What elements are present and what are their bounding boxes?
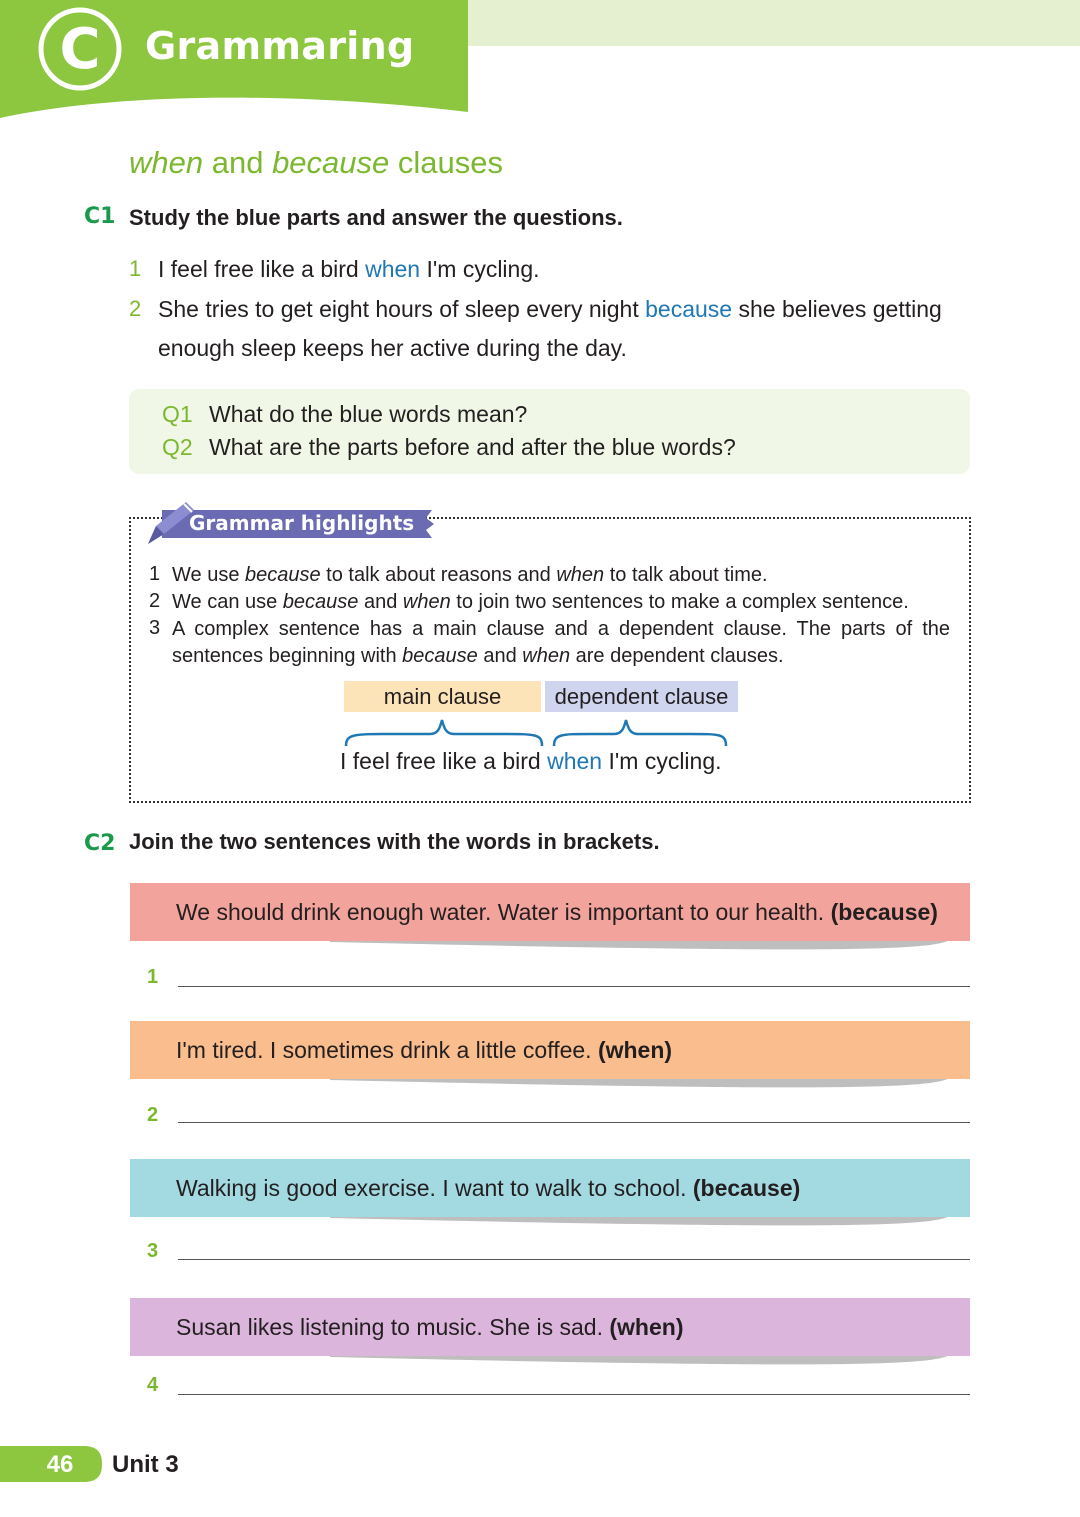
example-2-before: She tries to get eight hours of sleep every night <box>158 296 646 322</box>
prompt-1-sentences: We should drink enough water. Water is important to our health. <box>176 899 831 925</box>
prompt-2-shadow <box>330 1078 950 1092</box>
prompt-2-word: (when) <box>597 1037 673 1063</box>
clause-example-after: I'm cycling. <box>602 748 722 774</box>
unit-label: Unit 3 <box>112 1451 179 1478</box>
clause-example-blue-word: when <box>547 748 603 774</box>
dependent-clause-brace <box>554 720 726 746</box>
example-1-blue-word: when <box>365 256 421 282</box>
answer-2-number: 2 <box>147 1104 159 1126</box>
highlight-3-part-b: and <box>477 645 523 667</box>
highlight-2-number: 2 <box>149 590 161 612</box>
task-c1-instruction: Study the blue parts and answer the questions. <box>129 205 623 230</box>
task-c2-instruction: Join the two sentences with the words in brackets. <box>129 829 660 854</box>
prompt-4-shadow <box>330 1355 950 1369</box>
prompt-2-sentences: I'm tired. I sometimes drink a little coffee. <box>176 1037 598 1063</box>
example-2-after: she believes getting <box>732 296 942 322</box>
clause-example-sentence <box>340 748 722 775</box>
example-1-number: 1 <box>129 256 142 281</box>
highlight-3-word-because: because <box>402 645 478 667</box>
prompt-4-word: (when) <box>609 1314 684 1340</box>
question-2-label: Q2 <box>162 434 193 460</box>
section-letter-badge: C <box>59 17 101 82</box>
highlight-1-word-when: when <box>556 564 605 586</box>
example-2-line2: enough sleep keeps her active during the day. <box>158 335 627 361</box>
prompt-3-word: (because) <box>692 1175 801 1201</box>
prompt-2-band <box>130 1021 970 1079</box>
prompt-2-text <box>176 1021 672 1079</box>
question-1-label: Q1 <box>162 401 193 427</box>
prompt-3-sentences: Walking is good exercise. I want to walk to school. <box>176 1175 693 1201</box>
section-heading: Grammaring <box>145 24 415 68</box>
highlight-3-text <box>172 616 950 670</box>
question-2-text: What are the parts before and after the blue words? <box>209 434 736 460</box>
question-1-text: What do the blue words mean? <box>209 401 528 427</box>
highlight-1-part-a: We use <box>172 564 245 586</box>
clause-example-before: I feel free like a bird <box>340 748 548 774</box>
clause-braces <box>340 716 740 750</box>
lesson-title-word-because: because <box>272 145 390 180</box>
lesson-title <box>129 145 503 181</box>
lesson-title-rest: clauses <box>389 145 504 180</box>
answer-1-number: 1 <box>147 966 159 988</box>
grammar-highlights-title: Grammar highlights <box>189 511 415 535</box>
main-clause-brace <box>346 720 542 746</box>
example-1-before: I feel free like a bird <box>158 256 366 282</box>
answer-3-number: 3 <box>147 1240 159 1262</box>
prompt-4-band <box>130 1298 970 1356</box>
highlight-2-word-because: because <box>282 591 359 613</box>
example-1-sentence <box>158 250 540 289</box>
example-2-number: 2 <box>129 296 142 321</box>
page-number: 46 <box>46 1451 74 1478</box>
example-2-sentence <box>158 290 942 329</box>
answer-2-line[interactable] <box>178 1122 970 1123</box>
highlight-2-part-c: to join two sentences to make a complex sentence. <box>450 591 909 613</box>
highlight-3-word-when: when <box>522 645 571 667</box>
highlight-1-word-because: because <box>245 564 321 586</box>
answer-4-line[interactable] <box>178 1394 970 1395</box>
prompt-1-word: (because) <box>830 899 938 925</box>
lesson-title-word-when: when <box>129 145 204 180</box>
prompt-3-band <box>130 1159 970 1217</box>
answer-4-number: 4 <box>147 1374 159 1396</box>
highlight-3-number: 3 <box>149 617 161 639</box>
highlight-2-part-b: and <box>358 591 403 613</box>
highlight-2-word-when: when <box>402 591 451 613</box>
example-2-blue-word: because <box>645 296 733 322</box>
lesson-title-and: and <box>203 145 273 180</box>
prompt-4-text <box>176 1298 683 1356</box>
highlight-1-part-b: to talk about reasons and <box>320 564 557 586</box>
dependent-clause-label: dependent clause <box>545 681 738 712</box>
prompt-1-shadow <box>330 940 950 954</box>
prompt-3-shadow <box>330 1216 950 1230</box>
prompt-1-band <box>130 883 970 941</box>
answer-3-line[interactable] <box>178 1259 970 1260</box>
highlight-1-number: 1 <box>149 563 161 585</box>
highlight-1-part-c: to talk about time. <box>604 564 768 586</box>
highlight-1-text <box>172 562 952 589</box>
answer-1-line[interactable] <box>178 986 970 987</box>
prompt-1-text <box>176 883 938 941</box>
task-c2-number: C2 <box>84 831 116 856</box>
task-c1-number: C1 <box>84 204 116 229</box>
highlight-2-text <box>172 589 952 616</box>
prompt-3-text <box>176 1159 800 1217</box>
highlight-3-part-a: A complex sentence has a main clause and a dependent clause. The parts of the sentences beginning with <box>172 618 950 667</box>
example-1-after: I'm cycling. <box>420 256 540 282</box>
highlight-3-part-c: are dependent clauses. <box>570 645 784 667</box>
prompt-4-sentences: Susan likes listening to music. She is sad. <box>176 1314 610 1340</box>
highlight-2-part-a: We can use <box>172 591 283 613</box>
main-clause-label: main clause <box>344 681 541 712</box>
